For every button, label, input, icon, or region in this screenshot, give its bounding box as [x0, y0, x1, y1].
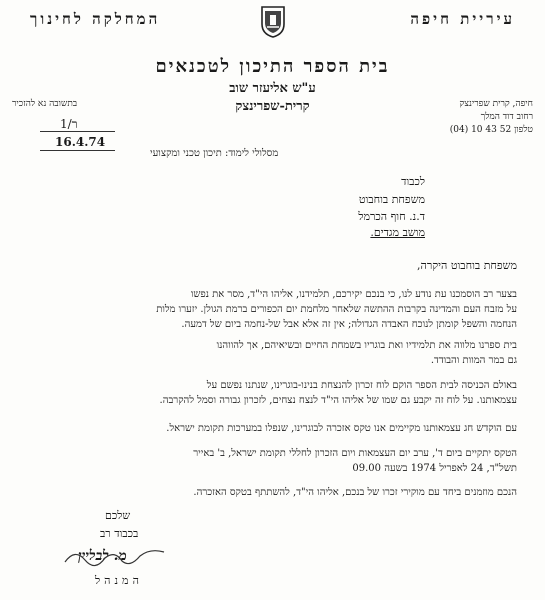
recipient-settlement: מושב מגדים.: [370, 226, 425, 239]
paragraph-1: [156, 287, 517, 332]
reference-underline: [40, 131, 115, 132]
paragraph-6: [193, 485, 517, 500]
recipient-family: משפחת בוחבוט: [358, 193, 425, 206]
signer-title: המנהל: [95, 574, 143, 587]
paragraph-4: [166, 421, 517, 436]
salutation: משפחת בוחבוט היקרה,: [417, 259, 517, 272]
school-named-after: ע"ש אליעזר שוב: [229, 81, 316, 96]
closing-shalom: שלכם: [105, 509, 131, 522]
letterhead-department: המחלקה לחינוך: [30, 10, 161, 28]
paragraph-line: הטקס יתקיים ביום ד', ערב יום העצמאות ויום הזכרון לחללי תקומת ישראל, ב' באייר: [193, 448, 517, 459]
paragraph-2: [217, 338, 517, 368]
letter-date: 16.4.74: [55, 135, 106, 149]
reply-note: בתשובה נא להזכיר: [12, 99, 78, 109]
paragraph-line: הנחמה והשפל קומתן לנוכח האבדה הגדולה; אין זה אלא אבל של-נחמה ביום של דמעה.: [181, 319, 517, 330]
recipient-address: ד.נ. חוף הכרמל: [358, 210, 425, 223]
paragraph-line: הנכם מוזמנים ביחד עם מוקירי זכרו של בנכם, אליהו הי"ד, להשתתף בטקס האזכרה.: [193, 487, 517, 498]
school-location: קרית-שפרינצק: [235, 99, 310, 114]
school-name: בית הספר התיכון לטכנאים: [155, 56, 390, 77]
paragraph-line: באולם הכניסה לבית הספר הוקם לוח זכרון להנצחת בנינו-בוגרינו, שנתנו נפשם על: [206, 380, 517, 391]
paragraph-line: גם במר המוות והבודד.: [430, 355, 517, 366]
paragraph-line: על מזבח העם והמדינה בקרבות ההתשה שלאחר מלחמת יום הכפורים ברמת הגולן. יזערו מלות: [156, 304, 517, 315]
city-emblem-icon: [259, 4, 287, 38]
paragraph-line: בית ספרנו מלווה את תלמידיו ואת בוגריו בשמחת החיים ובשיאיהם, אך להווהנו: [216, 340, 517, 351]
paragraph-3: [160, 378, 517, 408]
letterhead-city: עיריית חיפה: [410, 10, 515, 28]
paragraph-5: [193, 446, 517, 476]
address-line: חיפה, קרית שפרינצק: [459, 99, 533, 109]
closing-respect: בכבוד רב: [100, 527, 139, 540]
signature-name: מ. לבליין: [78, 548, 127, 564]
paragraph-line: עצמאותנו. על לוח זה יקבע גם שמו של אליהו הי"ד לנצח נצחים, לזכרון גבורה וסמל להקרבה.: [159, 395, 517, 406]
recipient-to: לכבוד: [401, 175, 425, 188]
reference-number: ר/1: [60, 117, 78, 131]
address-line: טלפון 52 43 10 (04): [449, 125, 533, 135]
date-underline: [40, 150, 115, 151]
study-tracks: מסלולי לימוד: תיכון טכני ומקצועי: [150, 148, 279, 159]
signature-scrawl-icon: [60, 540, 170, 570]
paragraph-line: תשל"ד, 24 לאפריל 1974 בשעה 09.00: [352, 463, 517, 474]
address-line: רחוב דוד המלך: [480, 112, 533, 122]
paragraph-line: בצער רב הוסמכנו עת נודע לנו, כי בנכם יקירכם, תלמידנו, אליהו הי"ד, מסר את נפשו: [190, 289, 517, 300]
school-address: [413, 98, 533, 137]
paragraph-line: עם הוקדש חג עצמאותנו מקיימים אנו טקס אזכרה לבוגרינו, שנפלו במערכות תקומת ישראל.: [166, 423, 517, 434]
